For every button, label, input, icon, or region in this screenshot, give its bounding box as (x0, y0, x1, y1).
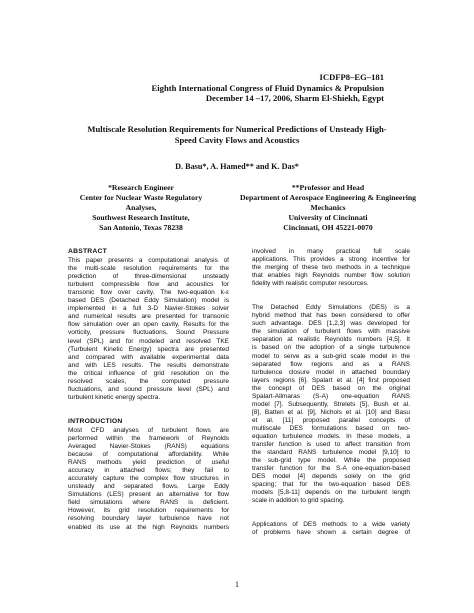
affiliation-line: Analyses, (125, 202, 157, 212)
text-line: unsteady and separated flows. Large Eddy (68, 483, 229, 491)
text-line: RANS methods yield prediction of useful (68, 459, 229, 467)
text-line: the concept of DES based on the original (252, 384, 410, 392)
right-column (252, 248, 410, 538)
text-line: and compared with available experimental data (68, 353, 229, 361)
body-paragraph (252, 304, 410, 505)
text-line: multiscale DES formulations based on two- (252, 424, 410, 432)
text-line: separated flow regions and as a RANS (252, 360, 410, 368)
text-line: separation at realistic Reynolds numbers [4,5]. It (252, 336, 410, 344)
text-line: fidelity with realistic computer resources. (252, 280, 369, 288)
text-line: This paper presents a computational analysis of (68, 257, 229, 265)
affiliation-line: **Professor and Head (291, 183, 365, 192)
text-line: layers regions [6]. Spalart et al. [4] first proposed (252, 376, 410, 384)
conference-dates: December 14 –17, 2006, Sharm El-Shiekh, Egypt (205, 93, 384, 104)
body-paragraph (252, 521, 410, 537)
conference-header (24, 72, 384, 104)
text-line: resolving boundary layer turbulence have not (68, 515, 229, 523)
text-line: and numerical results are presented for transonic (68, 313, 229, 321)
paper-title (70, 124, 404, 145)
affiliation-line: *Research Engineer (108, 183, 174, 192)
text-line: that enables high Reynolds number flow solution (252, 272, 410, 280)
text-line: accuracy in attached flows; they fail to (68, 467, 229, 475)
text-line: scale in addition to grid spacing. (252, 497, 345, 505)
text-line: the sub-grid type model. While the proposed (252, 457, 410, 465)
text-line: level (SPL) and for modeled and resolved TKE (68, 337, 229, 345)
abstract-paragraph (68, 257, 229, 402)
text-line: based DES (Detached Eddy Simulation) model is (68, 297, 229, 305)
text-line: equation turbulence models. In these models, a (252, 432, 410, 440)
text-line: turbulent compressible flow and acoustics for (68, 281, 229, 289)
conference-name: Eighth International Congress of Fluid Dynamics & Propulsion (151, 82, 384, 93)
left-column (68, 248, 229, 532)
text-line: enabled its use at the high Reynolds numbers (68, 523, 229, 531)
text-line: Averaged Navier-Stokes (RANS) equations (68, 443, 229, 451)
text-line: such advantage. DES [1,2,3] was developed for (252, 320, 410, 328)
text-line: is based on the adoption of a single turbulence (252, 344, 410, 352)
affiliation-line: Cincinnati, OH 45221-0070 (283, 222, 373, 232)
text-line: et al. [11] proposed parallel concepts of (252, 416, 410, 424)
text-line: performed within the framework of Reynolds (68, 434, 229, 442)
text-line: Spalart-Allmaras (S-A) one-equation RANS (252, 392, 410, 400)
text-line: because of computational affordability. While (68, 451, 229, 459)
paper-id: ICDFP8–EG–181 (319, 72, 384, 82)
affiliation-line: Mechanics (310, 202, 346, 212)
author-list: D. Basu*, A. Hamed** and K. Das* (175, 162, 299, 171)
paper-title-line: Speed Cavity Flows and Acoustics (174, 134, 300, 145)
affiliation-line: Center for Nuclear Waste Regulatory (79, 192, 203, 202)
affiliation-line: Department of Aerospace Engineering & Engineering (239, 192, 416, 202)
page-number: 1 (235, 580, 239, 589)
text-line: involved in many practical full scale (252, 248, 410, 255)
text-line: transfer function for the S-A one-equation-based (252, 465, 410, 473)
text-line: turbulent kinetic energy spectra. (68, 393, 161, 401)
text-line: fluctuations, and sound pressure level (SPL) and (68, 385, 229, 393)
text-line: Applications of DES methods to a wide variety (252, 521, 410, 529)
text-line: However, its grid resolution requirements for (68, 507, 229, 515)
text-line: Most CFD analyses of turbulent flows are (68, 426, 229, 434)
text-line: accurately capture the complex flow structures in (68, 475, 229, 483)
text-line: transfer function is used to affect transition from (252, 441, 410, 449)
affiliation-line: San Antonio, Texas 78238 (99, 222, 183, 232)
text-line: the critical influence of grid resolution on the (68, 369, 229, 377)
abstract-heading: ABSTRACT (68, 248, 107, 255)
text-line: (Turbulent Kinetic Energy) spectra are presented (68, 345, 229, 353)
affiliation-line: University of Cincinnati (288, 212, 368, 222)
text-line: resolved scales, the computed pressure (68, 377, 229, 385)
text-line: hybrid method that has been considered to offer (252, 312, 410, 320)
affiliation-left (66, 183, 216, 233)
text-line: the multi-scale resolution requirements for the (68, 265, 229, 273)
text-line: model [7]. Subsequently, Strelets [5], Bush et al. (252, 400, 410, 408)
text-line: Simulations (LES) present an alternative for flow (68, 491, 229, 499)
text-line: field simulations where RANS is deficient. (68, 499, 229, 507)
paper-title-line: Multiscale Resolution Requirements for Numerical Predictions of Unsteady High- (87, 124, 387, 134)
text-line: the simulation of turbulent flows with massive (252, 328, 410, 336)
text-line: DES model [4] depends solely on the grid (252, 473, 410, 481)
text-line: flow simulation over an open cavity. Results for the (68, 321, 229, 329)
text-line: The Detached Eddy Simulations (DES) is a (252, 304, 410, 312)
text-line: spacing; that for the two-equation based DES (252, 481, 410, 489)
text-line: model to serve as a sub-grid scale model in the (252, 352, 410, 360)
text-line: vorticity, pressure fluctuations, Sound Pressure (68, 329, 229, 337)
text-line: the standard RANS turbulence model [9,10] to (252, 449, 410, 457)
introduction-paragraph (68, 427, 229, 532)
text-line: applications. This provides a strong incentive for (252, 256, 410, 264)
affiliation-right (230, 183, 426, 233)
text-line: implemented in a full 3-D Navier-Stokes solver (68, 305, 229, 313)
text-line: turbulence closure model in attached boundary (252, 368, 410, 376)
text-line: of problems have shown a certain degree of (252, 529, 410, 537)
text-line: prediction of three-dimensional unsteady (68, 273, 229, 281)
text-line: and with LES results. The results demonstrate (68, 361, 229, 369)
body-paragraph (252, 248, 410, 288)
affiliation-line: Southwest Research Institute, (92, 212, 190, 222)
introduction-heading: INTRODUCTION (68, 417, 123, 425)
text-line: the merging of these two methods in a technique (252, 264, 410, 272)
text-line: models [5,8-11] depends on the turbulent length (252, 489, 410, 497)
text-line: transonic flow over cavity. The two-equation k-ε (68, 289, 229, 297)
text-line: [8], Batten et al. [9], Nichols et al. [10] and Basu (252, 408, 410, 416)
